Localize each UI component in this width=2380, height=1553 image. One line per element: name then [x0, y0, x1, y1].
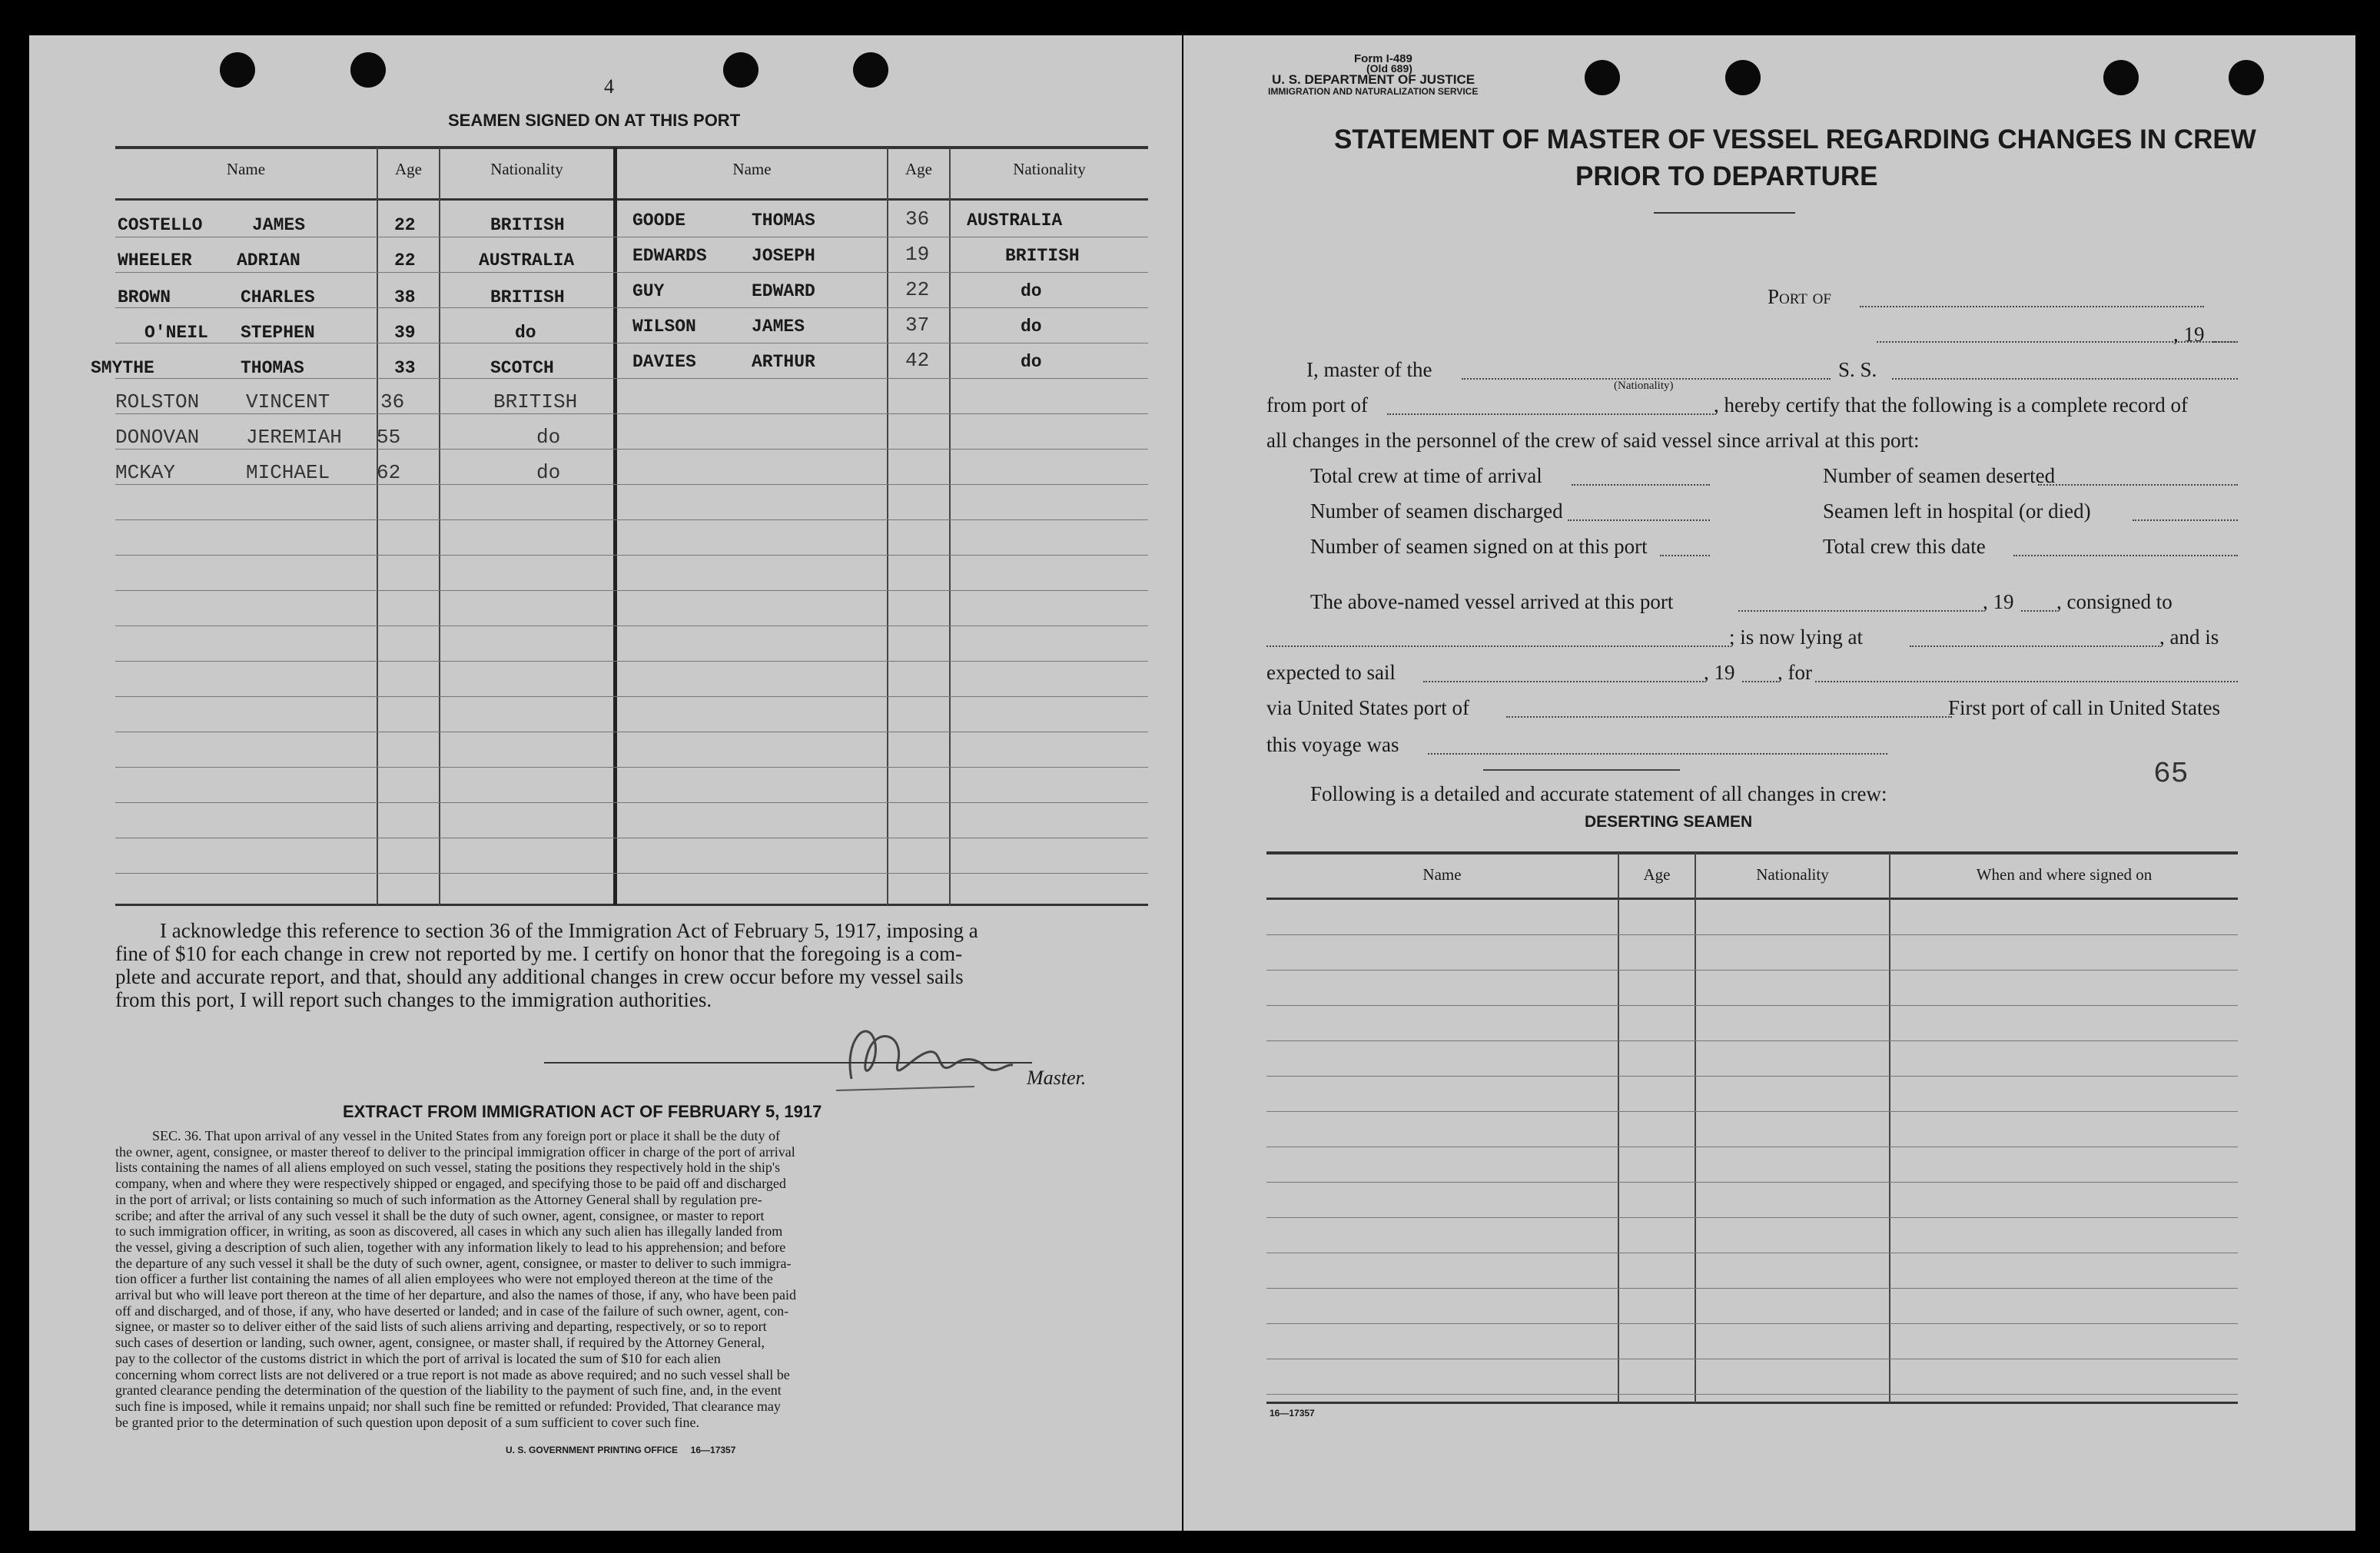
table-rule — [115, 449, 1148, 450]
age: 38 — [394, 287, 416, 307]
from-port-field[interactable] — [1387, 413, 1714, 415]
table-rule — [115, 378, 1148, 379]
col-header-nationality: Nationality — [490, 160, 563, 178]
table-rule — [115, 767, 1148, 768]
table-rule — [115, 519, 1148, 520]
extract-line: signee, or master so to deliver either of the said lists of such aliens arriving and departing, respectively, or so to report — [115, 1319, 767, 1335]
age: 55 — [377, 426, 401, 449]
right-page — [1183, 35, 2355, 1531]
acknowledgement-line: fine of $10 for each change in crew not reported by me. I certify on honor that the foregoing is a com- — [115, 942, 963, 965]
old-form-number: (Old 689) — [1366, 62, 1412, 75]
given-name: STEPHEN — [241, 323, 315, 343]
signature-line — [544, 1062, 1032, 1064]
surname: SMYTHE — [91, 358, 154, 378]
master-of-label: I, master of the — [1306, 358, 1432, 381]
acknowledgement-line: plete and accurate report, and that, should any additional changes in crew occur before my vessel sails — [115, 965, 964, 988]
age: 36 — [905, 207, 930, 231]
extract-title: EXTRACT FROM IMMIGRATION ACT OF FEBRUARY 5, 1917 — [343, 1102, 822, 1121]
port-of-field[interactable] — [1860, 306, 2204, 307]
punch-hole — [2103, 60, 2139, 95]
table-rule — [1266, 1146, 2238, 1147]
table-rule — [115, 661, 1148, 662]
extract-line: SEC. 36. That upon arrival of any vessel in the United States from any foreign port or place it shall be the duty of — [152, 1128, 780, 1143]
table-rule — [115, 413, 1148, 414]
form-subtitle: PRIOR TO DEPARTURE — [1575, 161, 1878, 191]
sail-year-prefix: , 19 — [1704, 661, 1735, 684]
extract-line: the departure of any such vessel it shall be the duty of such owner, agent, consignee, or master to deliver to such immigra- — [115, 1255, 792, 1271]
table-rule — [115, 696, 1148, 697]
table-rule — [1266, 1005, 2238, 1006]
from-port-label: from port of — [1266, 393, 1368, 416]
col-header-age: Age — [905, 160, 932, 178]
table-rule — [1266, 1040, 2238, 1041]
age: 39 — [394, 323, 416, 343]
col-header-age: Age — [1643, 865, 1671, 884]
extract-line: pay to the collector of the customs district in which the port of arrival is located the sum of $10 for each alien — [115, 1350, 721, 1366]
surname: COSTELLO — [118, 215, 203, 235]
consignee-field[interactable] — [1266, 645, 1729, 647]
punch-hole — [853, 52, 888, 88]
extract-line: the vessel, giving a description of such alien, together with any information likely to lead to his apprehension; and before — [115, 1239, 786, 1255]
surname: MCKAY — [115, 461, 176, 484]
extract-line: the owner, agent, consignee, or master thereof to deliver to the principal immigration officer in charge of the port of arrival — [115, 1143, 795, 1160]
col-header-nationality: Nationality — [1013, 160, 1086, 178]
punch-hole — [723, 52, 758, 88]
nationality-caption: (Nationality) — [1614, 380, 1674, 392]
nationality: BRITISH — [493, 390, 578, 413]
following-text: Following is a detailed and accurate statement of all changes in crew: — [1310, 782, 1887, 805]
page-number: 4 — [604, 75, 614, 98]
punch-hole — [220, 52, 255, 88]
department: U. S. DEPARTMENT OF JUSTICE — [1272, 72, 1475, 87]
nationality: do — [515, 323, 536, 343]
title-rule — [1654, 212, 1795, 214]
surname: DAVIES — [632, 352, 696, 372]
given-name: THOMAS — [752, 211, 815, 231]
service: IMMIGRATION AND NATURALIZATION SERVICE — [1268, 86, 1479, 97]
deserted-field[interactable] — [2038, 484, 2238, 486]
acknowledgement-line: I acknowledge this reference to section 36 of the Immigration Act of February 5, 1917, imposing a — [160, 919, 978, 942]
table-rule — [1266, 934, 2238, 935]
extract-line: concerning whom correct lists are not delivered or a true report is not made as above required; and no such vessel shall be — [115, 1366, 790, 1382]
extract-line: lists containing the names of all aliens employed on such vessel, stating the positions they respectively hold in the ship's — [115, 1160, 781, 1176]
age: 62 — [377, 461, 401, 484]
surname: WHEELER — [118, 251, 192, 270]
given-name: JAMES — [252, 215, 306, 235]
table-rule — [115, 555, 1148, 556]
surname: GUY — [632, 281, 665, 301]
separator-rule — [1483, 769, 1680, 771]
nationality: do — [536, 426, 561, 449]
arrived-label: The above-named vessel arrived at this port — [1310, 590, 1674, 613]
via-label: via United States port of — [1266, 696, 1469, 719]
total-crew-arrival-label: Total crew at time of arrival — [1310, 464, 1542, 487]
nationality: do — [1021, 352, 1042, 372]
year-prefix: , 19 — [2173, 323, 2205, 346]
extract-line: tion officer a further list containing the names of all alien employees who were not employed thereon at the time of the — [115, 1271, 773, 1287]
punch-hole — [1585, 60, 1620, 95]
age: 22 — [394, 215, 416, 235]
nationality: do — [1021, 281, 1042, 301]
given-name: VINCENT — [246, 390, 330, 413]
discharged-field[interactable] — [1568, 519, 1710, 521]
table-rule — [115, 272, 1148, 273]
nationality: AUSTRALIA — [479, 251, 575, 270]
extract-body — [115, 1128, 1153, 1430]
surname: WILSON — [632, 317, 696, 337]
all-changes-text: all changes in the personnel of the crew of said vessel since arrival at this port: — [1266, 429, 1920, 452]
for-label: , for — [1778, 661, 1812, 684]
destination-field[interactable] — [1815, 681, 2238, 682]
consigned-label: , consigned to — [2056, 590, 2173, 613]
hospital-label: Seamen left in hospital (or died) — [1823, 499, 2091, 523]
deserted-label: Number of seamen deserted — [1823, 464, 2056, 487]
this-voyage-label: this voyage was — [1266, 733, 1399, 756]
age: 33 — [394, 358, 416, 378]
table-rule — [1266, 1323, 2238, 1324]
age: 19 — [905, 243, 930, 266]
punch-hole — [1725, 60, 1761, 95]
nationality: do — [536, 461, 561, 484]
surname: GOODE — [632, 211, 686, 231]
expected-label: expected to sail — [1266, 661, 1396, 684]
extract-line: arrival but who will leave port thereon at the time of her departure, and also the names of those, if any, who have been paid — [115, 1287, 797, 1303]
nationality: SCOTCH — [490, 358, 554, 378]
table-rule — [1266, 1182, 2238, 1183]
total-crew-date-label: Total crew this date — [1823, 535, 1986, 558]
printer-line: 16—17357 — [1270, 1408, 1315, 1419]
surname: O'NEIL — [144, 323, 208, 343]
vessel-name-field[interactable] — [1892, 378, 2238, 380]
extract-line: in the port of arrival; or lists containing so much of such information as the Attorney General shall by regulation pre- — [115, 1191, 762, 1207]
signed-on-field[interactable] — [1660, 555, 1710, 556]
arrived-date-field[interactable] — [1738, 610, 1983, 612]
form-number: Form I-489 — [1354, 52, 1412, 65]
extract-line: to such immigration officer, in writing, as soon as discovered, all cases in which any such alien has illegally landed from — [115, 1223, 783, 1239]
nationality: BRITISH — [490, 215, 565, 235]
nationality: BRITISH — [1005, 246, 1080, 266]
table-rule — [115, 307, 1148, 308]
extract-line: company, when and where they were respectively shipped or engaged, and specifying those to be paid off and discharged — [115, 1176, 786, 1192]
age: 37 — [905, 314, 930, 337]
table-rule — [1266, 970, 2238, 971]
certify-text: , hereby certify that the following is a complete record of — [1714, 393, 2189, 416]
age: 36 — [380, 390, 405, 413]
age: 42 — [905, 349, 930, 372]
table-rule — [1266, 1288, 2238, 1289]
extract-line: be granted prior to the determination of such question upon deposit of a sum sufficient to cover such fine. — [115, 1414, 699, 1430]
via-port-field[interactable] — [1506, 716, 1952, 718]
form-title: STATEMENT OF MASTER OF VESSEL REGARDING CHANGES IN CREW — [1334, 124, 2256, 154]
nationality: BRITISH — [490, 287, 565, 307]
given-name: CHARLES — [241, 287, 315, 307]
arrived-year-prefix: , 19 — [1983, 590, 2014, 613]
lying-at-label: ; is now lying at — [1729, 626, 1863, 649]
given-name: THOMAS — [241, 358, 304, 378]
given-name: JAMES — [752, 317, 805, 337]
surname: DONOVAN — [115, 426, 200, 449]
and-is-label: , and is — [2159, 626, 2219, 649]
surname: ROLSTON — [115, 390, 200, 413]
first-port-label: First port of call in United States — [1948, 696, 2220, 719]
hospital-field[interactable] — [2133, 519, 2238, 521]
given-name: ARTHUR — [752, 352, 815, 372]
lying-at-field[interactable] — [1910, 645, 2159, 647]
acknowledgement-line: from this port, I will report such changes to the immigration authorities. — [115, 988, 712, 1011]
extract-line: such fine is imposed, while it remains unpaid; nor shall such fine be remitted or refunded: Provided, That clearance may — [115, 1398, 781, 1414]
extract-line: scribe; and after the arrival of any such vessel it shall be the duty of such owner, agent, consignee, or master to report — [115, 1207, 765, 1223]
discharged-label: Number of seamen discharged — [1310, 499, 1563, 523]
age: 22 — [394, 251, 416, 270]
deserting-title: DESERTING SEAMEN — [1585, 813, 1753, 831]
left-page — [29, 35, 1182, 1531]
nationality: AUSTRALIA — [967, 211, 1063, 231]
extract-line: such cases of desertion or landing, such owner, agent, consignee, or master shall, if required by the Attorney General, — [115, 1335, 765, 1351]
table-rule — [1266, 1217, 2238, 1218]
given-name: ADRIAN — [237, 251, 300, 270]
surname: EDWARDS — [632, 246, 707, 266]
handwritten-number: 65 — [2153, 758, 2189, 791]
table-rule — [1266, 1076, 2238, 1077]
section-title: SEAMEN SIGNED ON AT THIS PORT — [448, 111, 741, 130]
col-header-nationality: Nationality — [1756, 865, 1829, 884]
table-rule — [115, 484, 1148, 485]
surname: BROWN — [118, 287, 171, 307]
table-rule — [115, 802, 1148, 803]
arrived-year-field[interactable] — [2021, 610, 2056, 612]
signed-on-label: Number of seamen signed on at this port — [1310, 535, 1648, 558]
table-rule — [1266, 1394, 2238, 1395]
this-voyage-field[interactable] — [1428, 753, 1887, 755]
col-header-name: Name — [1422, 865, 1462, 884]
total-crew-arrival-field[interactable] — [1572, 484, 1710, 486]
extract-line: off and discharged, and of those, if any, who have deserted or landed; and in case of the failure of such owner, agent, con- — [115, 1302, 789, 1319]
given-name: MICHAEL — [246, 461, 330, 484]
sail-year-field[interactable] — [1742, 681, 1778, 682]
given-name: JEREMIAH — [246, 426, 342, 449]
year-field[interactable] — [2213, 341, 2238, 343]
col-header-when-where: When and where signed on — [1976, 865, 2153, 884]
total-crew-date-field[interactable] — [2013, 555, 2238, 556]
given-name: JOSEPH — [752, 246, 815, 266]
printer-line: U. S. GOVERNMENT PRINTING OFFICE 16—17357 — [506, 1445, 736, 1455]
table-rule — [115, 590, 1148, 591]
master-label: Master. — [1027, 1067, 1087, 1089]
col-header-age: Age — [395, 160, 422, 178]
table-rule — [115, 873, 1148, 874]
nationality: do — [1021, 317, 1042, 337]
master-signature — [821, 1010, 1036, 1102]
ss-label: S. S. — [1838, 358, 1877, 381]
punch-hole — [2229, 60, 2264, 95]
given-name: EDWARD — [752, 281, 815, 301]
age: 22 — [905, 278, 930, 301]
extract-line: granted clearance pending the determination of the question of the liability to the payment of such fine, and, in the event — [115, 1382, 782, 1399]
punch-hole — [350, 52, 386, 88]
sail-date-field[interactable] — [1423, 681, 1704, 682]
table-rule — [1266, 1111, 2238, 1112]
port-of-label: Port of — [1768, 285, 1831, 308]
col-header-name: Name — [732, 160, 772, 178]
col-header-name: Name — [226, 160, 266, 178]
